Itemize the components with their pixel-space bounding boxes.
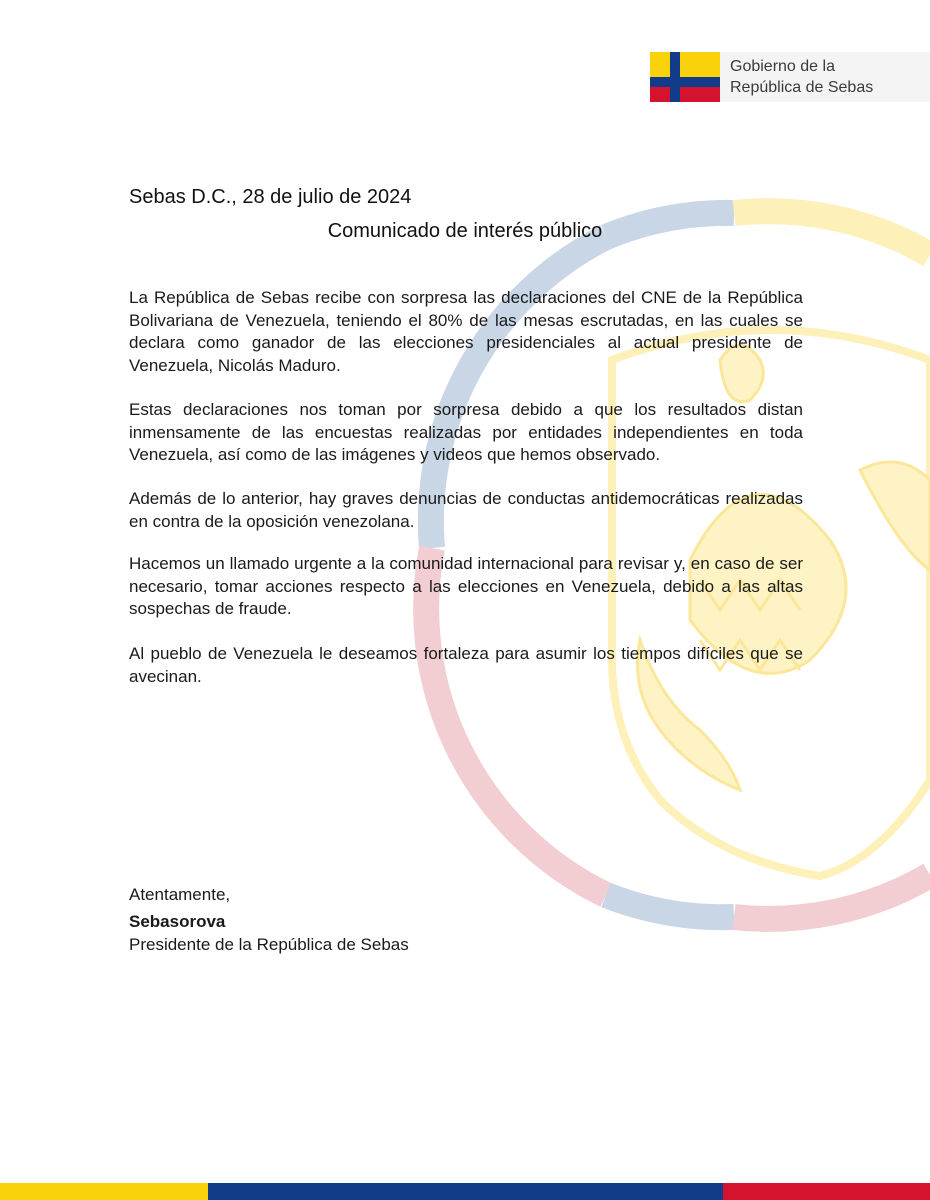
- paragraph-5: Al pueblo de Venezuela le deseamos fortaleza para asumir los tiempos difíciles que se avecinan.: [129, 644, 803, 686]
- government-header: [650, 52, 930, 102]
- letter-date: Sebas D.C., 28 de julio de 2024: [129, 186, 412, 208]
- flag-icon: [650, 52, 720, 102]
- header-text: [730, 56, 873, 98]
- closing-salutation: Atentamente,: [129, 885, 231, 904]
- flag-color-bar: [0, 1183, 930, 1200]
- header-line-2: República de Sebas: [730, 79, 874, 96]
- ring-segment-blue-bottom: [606, 895, 734, 917]
- letter-subject: [0, 220, 930, 243]
- header-line-1: Gobierno de la: [730, 58, 835, 75]
- signer-title: Presidente de la República de Sebas: [129, 935, 409, 954]
- signer-name: Sebasorova: [129, 912, 226, 931]
- bar-red: [723, 1183, 930, 1200]
- bar-yellow: [0, 1183, 208, 1200]
- paragraph-2: Estas declaraciones nos toman por sorpresa debido a que los resultados distan inmensamente de las encuestas realizadas por entidades independientes en toda Venezuela, así como de las imágenes y videos que hemos observado.: [129, 400, 803, 464]
- ring-segment-red-bottom: [734, 875, 930, 919]
- paragraph-3: Además de lo anterior, hay graves denuncias de conductas antidemocráticas realizadas en contra de la oposición venezolana.: [129, 489, 803, 531]
- paragraph-1: La República de Sebas recibe con sorpresa las declaraciones del CNE de la República Bolivariana de Venezuela, teniendo el 80% de las mesas escrutadas, en las cuales se declara como ganador de las elecciones presidenciales al actual presidente de Venezuela, Nicolás Maduro.: [129, 288, 803, 375]
- bar-blue: [208, 1183, 723, 1200]
- paragraph-4: Hacemos un llamado urgente a la comunidad internacional para revisar y, en caso de ser necesario, tomar acciones respecto a las elecciones en Venezuela, debido a las altas sospechas de fraude.: [129, 554, 803, 618]
- letter-subject-text: Comunicado de interés público: [327, 220, 603, 242]
- closing-block: [129, 883, 409, 956]
